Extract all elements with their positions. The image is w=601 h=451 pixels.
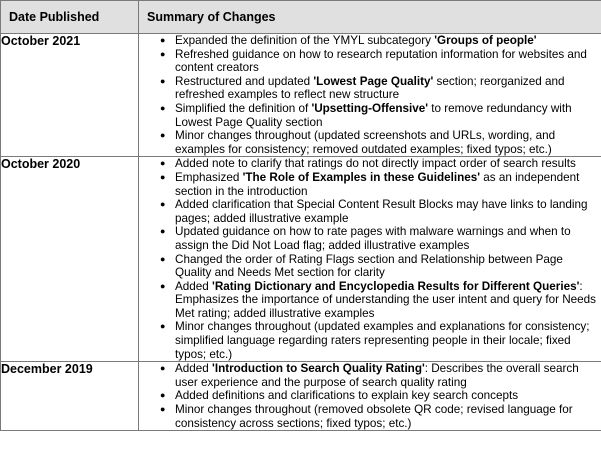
summary-cell: [139, 362, 601, 431]
date-cell: December 2019: [1, 362, 139, 431]
emphasized-section-name: 'Rating Dictionary and Encyclopedia Results for Different Queries': [212, 279, 580, 293]
bullet-icon: ●: [160, 75, 166, 86]
item-text: Minor changes throughout (removed obsolete QR code; revised language for consistency across sections; fixed typos; etc.): [175, 403, 573, 430]
bullet-icon: ●: [160, 321, 166, 332]
item-text: Added: [175, 279, 213, 293]
table-row: [1, 34, 601, 157]
item-text: Expanded the definition of the YMYL subcategory: [175, 34, 435, 47]
item-text: Added: [175, 362, 213, 376]
list-item: [160, 252, 601, 280]
item-text: Minor changes throughout (updated examples and explanations for consistency; simplified language regarding raters representing people in their locale; fixed typos; etc.): [175, 320, 590, 361]
item-text: Restructured and updated: [175, 74, 314, 88]
item-text: Changed the order of Rating Flags section and Relationship between Page Quality and Needs Met section for clarity: [175, 252, 563, 280]
item-text: Minor changes throughout (updated screenshots and URLs, wording, and examples for consistency; removed outdated examples; fixed typos; etc.): [175, 129, 556, 156]
bullet-icon: ●: [160, 199, 166, 210]
bullet-icon: ●: [160, 102, 166, 113]
table-row: [1, 362, 601, 431]
header-date-published: Date Published: [1, 1, 139, 34]
bullet-icon: ●: [160, 48, 166, 59]
emphasized-section-name: 'Upsetting-Offensive': [311, 101, 429, 115]
bullet-icon: ●: [160, 253, 166, 264]
list-item: [160, 362, 601, 389]
summary-cell: [139, 157, 601, 362]
change-list: [139, 34, 601, 156]
list-item: [160, 403, 601, 430]
item-text: : Emphasizes the importance of understanding the user intent and query for Needs Met rating; added illustrative examples: [175, 279, 597, 320]
bullet-icon: ●: [160, 363, 166, 374]
change-list: [139, 157, 601, 361]
item-text: : Describes the overall search user experience and the purpose of search quality rating: [175, 362, 579, 389]
list-item: [160, 198, 601, 225]
list-item: [160, 101, 601, 129]
list-item: [160, 74, 601, 102]
list-item: [160, 34, 601, 48]
item-text: as an independent section in the introduction: [175, 170, 580, 198]
item-text: to remove redundancy with Lowest Page Quality section: [175, 101, 572, 129]
emphasized-section-name: 'Introduction to Search Quality Rating': [212, 362, 425, 376]
table-row: [1, 157, 601, 362]
header-summary-of-changes: Summary of Changes: [139, 1, 601, 34]
list-item: [160, 47, 601, 75]
list-item: [160, 279, 601, 321]
list-item: [160, 320, 601, 361]
bullet-icon: ●: [160, 35, 166, 45]
item-text: Simplified the definition of: [175, 101, 312, 115]
item-text: Refreshed guidance on how to research reputation information for websites and content creators: [175, 47, 587, 75]
list-item: [160, 129, 601, 156]
item-text: Added definitions and clarifications to explain key search concepts: [175, 389, 519, 403]
bullet-icon: ●: [160, 171, 166, 182]
bullet-icon: ●: [160, 390, 166, 401]
item-text: Added note to clarify that ratings do not directly impact order of search results: [175, 157, 576, 171]
date-cell: October 2020: [1, 157, 139, 362]
summary-cell: [139, 34, 601, 157]
bullet-icon: ●: [160, 226, 166, 237]
bullet-icon: ●: [160, 404, 166, 415]
bullet-icon: ●: [160, 280, 166, 291]
item-text: Emphasized: [175, 170, 243, 184]
list-item: [160, 157, 601, 171]
item-text: section; reorganized and refreshed examples to reflect new structure: [175, 74, 565, 102]
item-text: Updated guidance on how to rate pages with malware warnings and when to assign the Did Not Load flag; added illustrative examples: [175, 225, 571, 252]
list-item: [160, 389, 601, 403]
change-list: [139, 362, 601, 430]
list-item: [160, 170, 601, 198]
bullet-icon: ●: [160, 158, 166, 169]
emphasized-section-name: 'Groups of people': [434, 34, 537, 47]
date-cell: October 2021: [1, 34, 139, 157]
list-item: [160, 225, 601, 252]
emphasized-section-name: 'Lowest Page Quality': [313, 74, 434, 88]
emphasized-section-name: 'The Role of Examples in these Guidelines': [242, 170, 480, 184]
item-text: Added clarification that Special Content Result Blocks may have links to landing pages; added illustrative example: [175, 198, 588, 225]
bullet-icon: ●: [160, 130, 166, 141]
header-row: [1, 1, 601, 34]
